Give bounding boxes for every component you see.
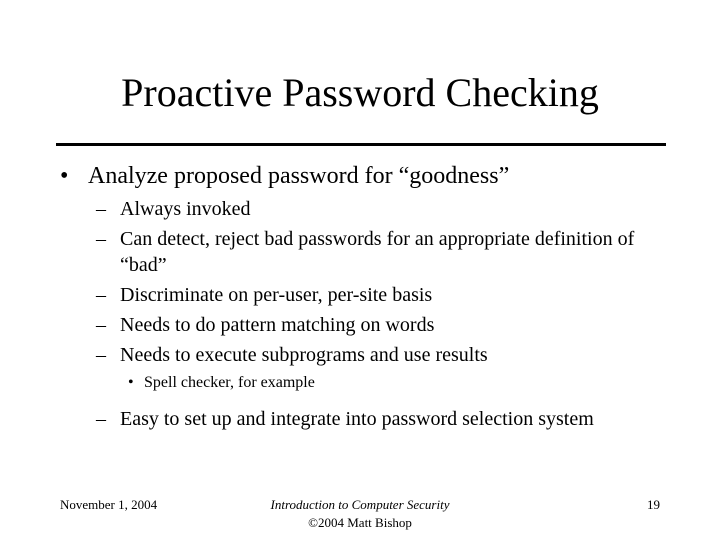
sub-bullet-detect-reject (96, 226, 656, 278)
bullet-marker: • (60, 163, 69, 189)
title-underline (56, 143, 666, 146)
sub-bullet-easy-setup (96, 406, 656, 432)
slide-title: Proactive Password Checking (121, 70, 599, 115)
footer-course-title: Introduction to Computer Security (270, 497, 450, 512)
footer-copyright: ©2004 Matt Bishop (308, 515, 412, 530)
sub-bullet-text: Needs to do pattern matching on words (120, 314, 435, 336)
main-bullet (60, 160, 509, 192)
dash-marker: – (96, 198, 106, 220)
bullet-marker: • (128, 374, 134, 391)
sub-bullet-list (96, 196, 656, 436)
sub-bullet-always-invoked (96, 196, 656, 222)
footer-date: November 1, 2004 (60, 497, 158, 512)
dash-marker: – (96, 314, 106, 336)
sub-bullet-subprograms (96, 342, 656, 368)
sub-sub-bullet-spell-checker (128, 372, 656, 394)
dash-marker: – (96, 284, 106, 306)
dash-marker: – (96, 228, 106, 250)
sub-bullet-text: Easy to set up and integrate into password selection system (120, 408, 594, 430)
sub-bullet-discriminate (96, 282, 656, 308)
dash-marker: – (96, 408, 106, 430)
main-bullet-text: Analyze proposed password for “goodness” (88, 163, 510, 189)
sub-sub-bullet-text: Spell checker, for example (144, 374, 315, 391)
sub-bullet-pattern-matching (96, 312, 656, 338)
page-number: 19 (647, 497, 660, 512)
sub-bullet-text: Can detect, reject bad passwords for an appropriate definition of “bad” (120, 228, 635, 276)
sub-bullet-text: Needs to execute subprograms and use results (120, 344, 488, 366)
dash-marker: – (96, 344, 106, 366)
sub-bullet-text: Always invoked (120, 198, 251, 220)
sub-bullet-text: Discriminate on per-user, per-site basis (120, 284, 433, 306)
footer-center (240, 496, 480, 532)
